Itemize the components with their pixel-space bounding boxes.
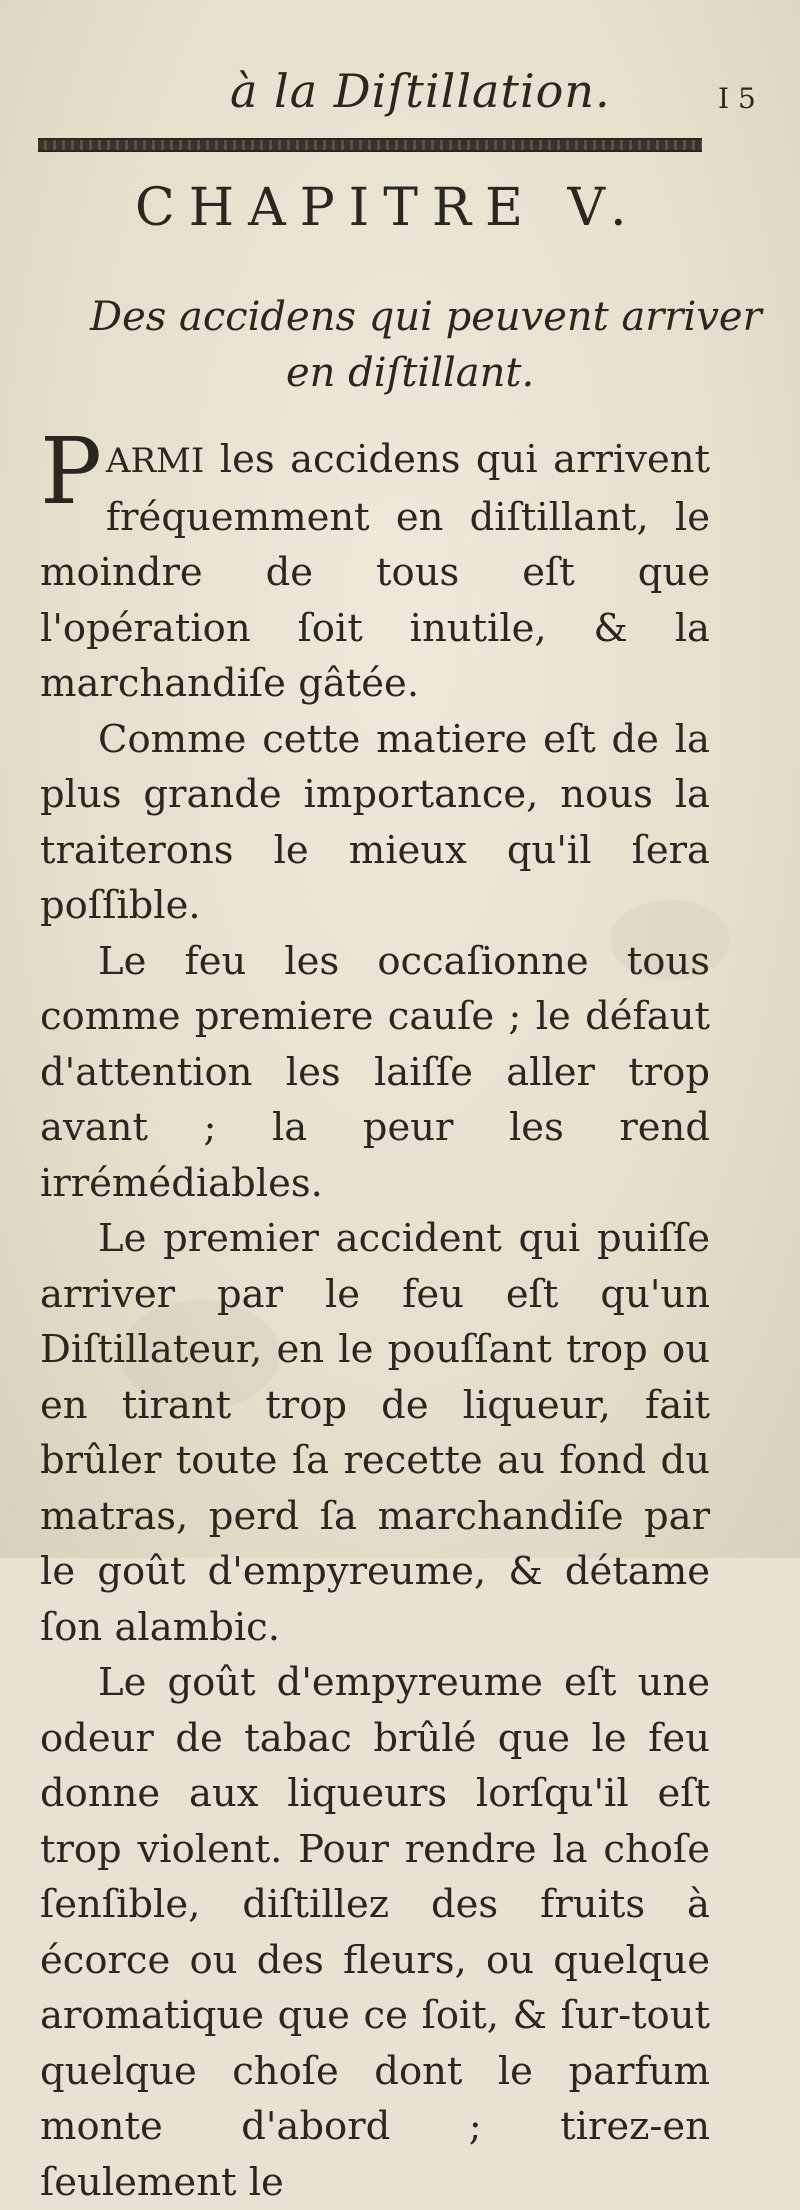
chapter-subtitle-line2: en diſtillant. bbox=[286, 350, 535, 396]
chapter-subtitle-line1: Des accidens qui peuvent arriver bbox=[90, 294, 762, 340]
drop-cap: P bbox=[40, 418, 102, 525]
small-caps-word: ARMI bbox=[105, 441, 205, 481]
running-title: à la Diſtillation. bbox=[230, 64, 611, 118]
paragraph-2: Comme cette matiere eſt de la plus grande importance, nous la traiterons le mieux qu'il ſera poſſible. bbox=[40, 716, 710, 928]
page-number: I 5 bbox=[718, 82, 756, 115]
paragraph-3: Le feu les occaſionne tous comme premiere cauſe ; le défaut d'attention les laiſſe aller trop avant ; la peur les rend irrémédiables. bbox=[40, 938, 710, 1206]
paragraph-5: Le goût d'empyreume eſt une odeur de tabac brûlé que le feu donne aux liqueurs lorſqu'il eſt trop violent. Pour rendre la choſe ſenſible, diſtillez des fruits à écorce ou des fleurs, ou quelque aromatique que ce ſoit, & ſur-tout quelque choſe dont le parfum monte d'abord ; tirez-en ſeulement le bbox=[40, 1660, 710, 2205]
chapter-heading: CHAPITRE V. bbox=[135, 178, 641, 238]
body-text bbox=[40, 418, 710, 2210]
paragraph-4: Le premier accident qui puiſſe arriver par le feu eſt qu'un Diſtillateur, en le pouſſant trop ou en tirant trop de liqueur, fait brûler toute ſa recette au fond du matras, perd ſa marchandiſe par le goût d'empyreume, & détame ſon alambic. bbox=[40, 1216, 710, 1650]
paragraph-1 bbox=[40, 418, 710, 712]
paragraph-1-text: les accidens qui arrivent fréquemment en diſtillant, le moindre de tous eſt que l'opération ſoit inutile, & la marchandiſe gâtée. bbox=[40, 437, 710, 706]
ornamental-rule bbox=[38, 138, 702, 152]
